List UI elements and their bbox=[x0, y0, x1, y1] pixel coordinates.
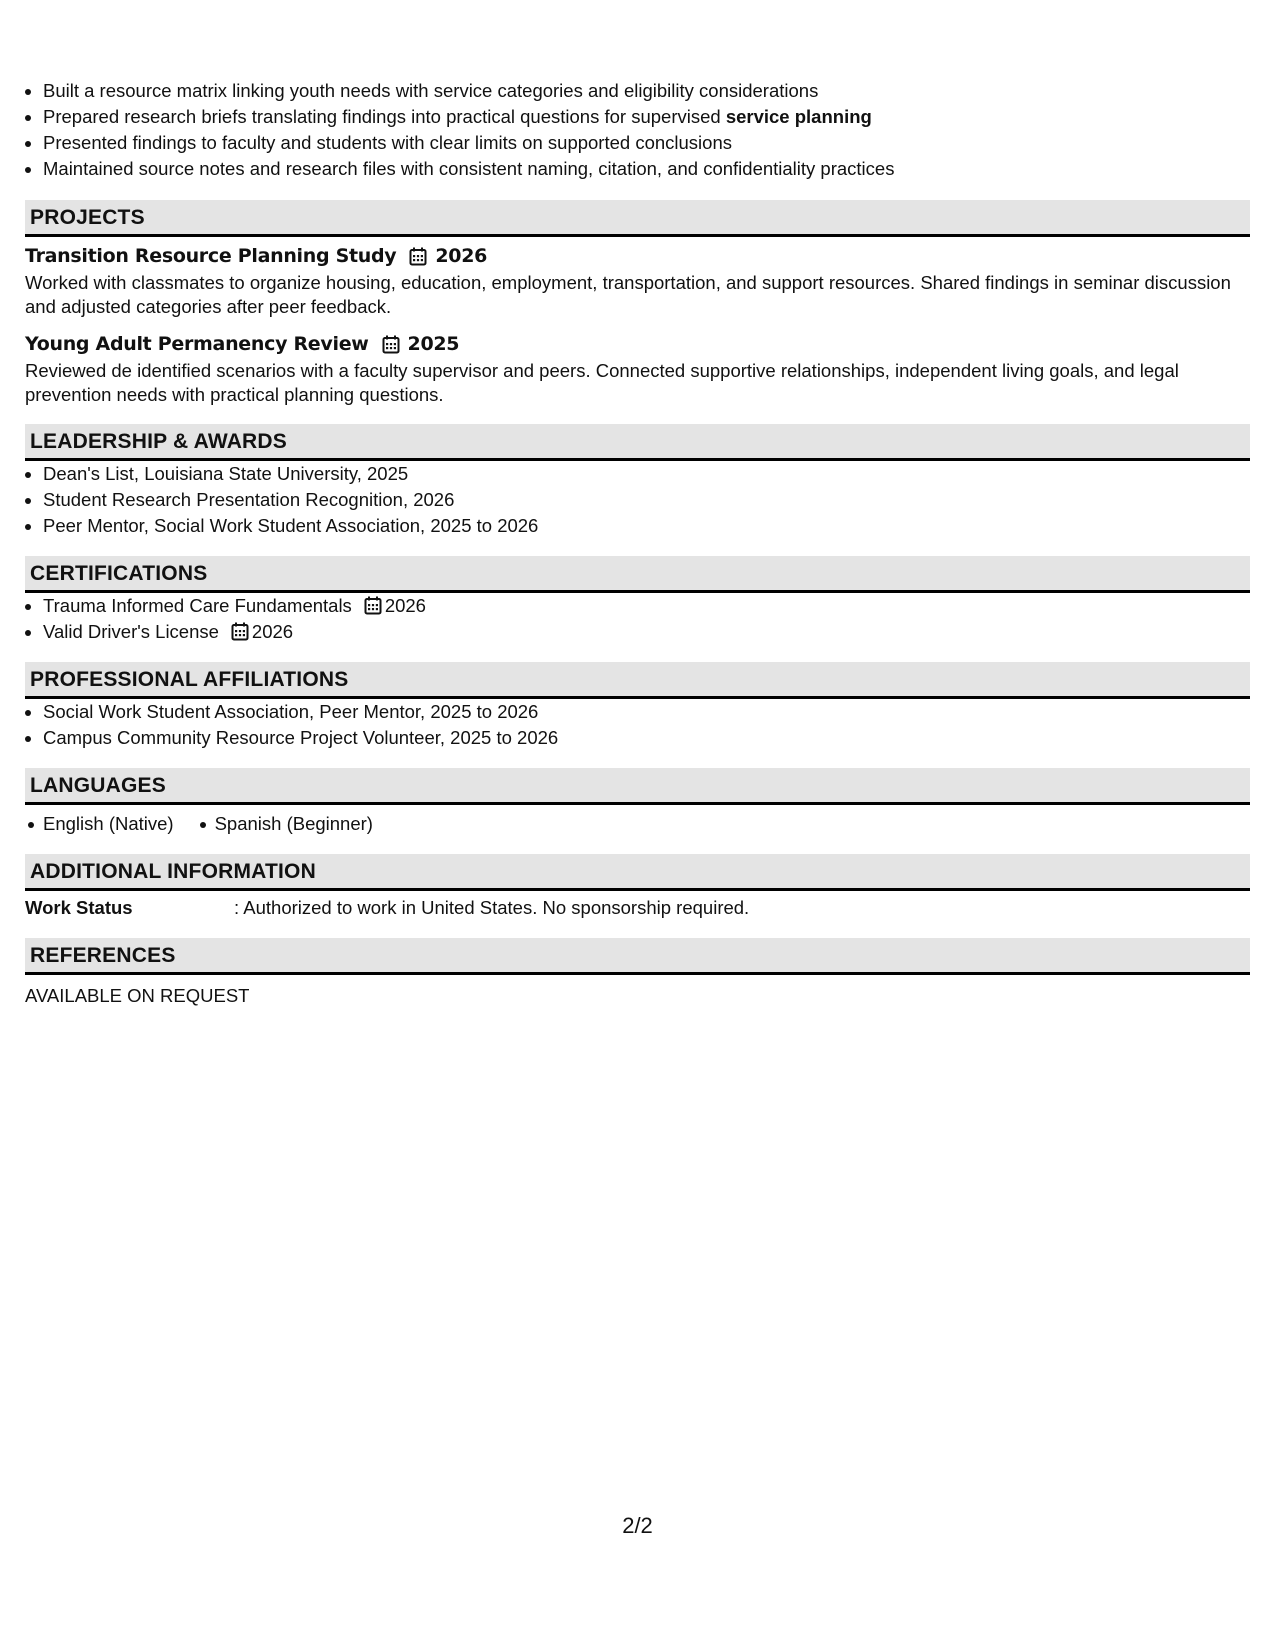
certification-name: Trauma Informed Care Fundamentals bbox=[43, 595, 352, 616]
section-heading-additional: ADDITIONAL INFORMATION bbox=[25, 854, 1250, 891]
page-number: 2/2 bbox=[622, 1513, 653, 1538]
project-title: Transition Resource Planning Study bbox=[25, 245, 397, 267]
list-item: Spanish (Beginner) bbox=[197, 811, 373, 837]
project-year: 2025 bbox=[407, 333, 460, 355]
affiliations-list bbox=[25, 699, 1250, 751]
calendar-icon bbox=[231, 622, 249, 641]
calendar-icon bbox=[382, 335, 400, 354]
list-item: • Prepared research briefs translating findings into practical questions for supervised service planning bbox=[43, 104, 1250, 130]
list-item: • Maintained source notes and research files with consistent naming, citation, and confidentiality practices bbox=[43, 156, 1250, 182]
list-item: • Peer Mentor, Social Work Student Association, 2025 to 2026 bbox=[43, 513, 1250, 539]
calendar-icon bbox=[409, 247, 427, 266]
certifications-list bbox=[25, 593, 1250, 645]
project-description: Reviewed de identified scenarios with a faculty supervisor and peers. Connected supportive relationships, independent living goals, and legal prevention needs with practical planning questions. bbox=[25, 360, 1179, 405]
references-text: AVAILABLE ON REQUEST bbox=[25, 985, 250, 1006]
section-heading-references: REFERENCES bbox=[25, 938, 1250, 975]
section-heading-leadership: LEADERSHIP & AWARDS bbox=[25, 424, 1250, 461]
work-status-row bbox=[25, 895, 1250, 921]
section-heading-certifications: CERTIFICATIONS bbox=[25, 556, 1250, 593]
certification-year: 2026 bbox=[384, 595, 426, 616]
bold-keyword: service planning bbox=[725, 106, 872, 127]
list-item: • Built a resource matrix linking youth needs with service categories and eligibility considerations bbox=[43, 78, 1250, 104]
calendar-icon bbox=[364, 596, 382, 615]
list-item: • Dean's List, Louisiana State University, 2025 bbox=[43, 461, 1250, 487]
section-heading-projects: PROJECTS bbox=[25, 200, 1250, 237]
section-heading-affiliations: PROFESSIONAL AFFILIATIONS bbox=[25, 662, 1250, 699]
certification-year: 2026 bbox=[251, 621, 294, 642]
languages-list bbox=[25, 811, 1250, 837]
project-title: Young Adult Permanency Review bbox=[25, 333, 369, 355]
project-description: Worked with classmates to organize housing, education, employment, transportation, and support resources. Shared findings in seminar discussion and adjusted categories after peer feedback. bbox=[25, 272, 1231, 317]
list-item bbox=[43, 619, 1250, 645]
list-item: English (Native) bbox=[25, 811, 174, 837]
project-entry bbox=[25, 243, 1250, 319]
list-item: • Student Research Presentation Recognition, 2026 bbox=[43, 487, 1250, 513]
section-heading-languages: LANGUAGES bbox=[25, 768, 1250, 805]
list-item bbox=[43, 593, 1250, 619]
project-title-row bbox=[25, 331, 1250, 357]
work-status-value: : Authorized to work in United States. No sponsorship required. bbox=[234, 897, 750, 918]
experience-bullet-list bbox=[25, 78, 1250, 182]
project-title-row bbox=[25, 243, 1250, 269]
project-year: 2026 bbox=[435, 245, 488, 267]
project-entry bbox=[25, 331, 1250, 407]
work-status-label: Work Status bbox=[25, 897, 133, 918]
list-item: • Campus Community Resource Project Volunteer, 2025 to 2026 bbox=[43, 725, 1250, 751]
certification-name: Valid Driver's License bbox=[43, 621, 219, 642]
list-item: • Presented findings to faculty and students with clear limits on supported conclusions bbox=[43, 130, 1250, 156]
list-item: • Social Work Student Association, Peer Mentor, 2025 to 2026 bbox=[43, 699, 1250, 725]
resume-page bbox=[25, 78, 1250, 1009]
leadership-list bbox=[25, 461, 1250, 539]
